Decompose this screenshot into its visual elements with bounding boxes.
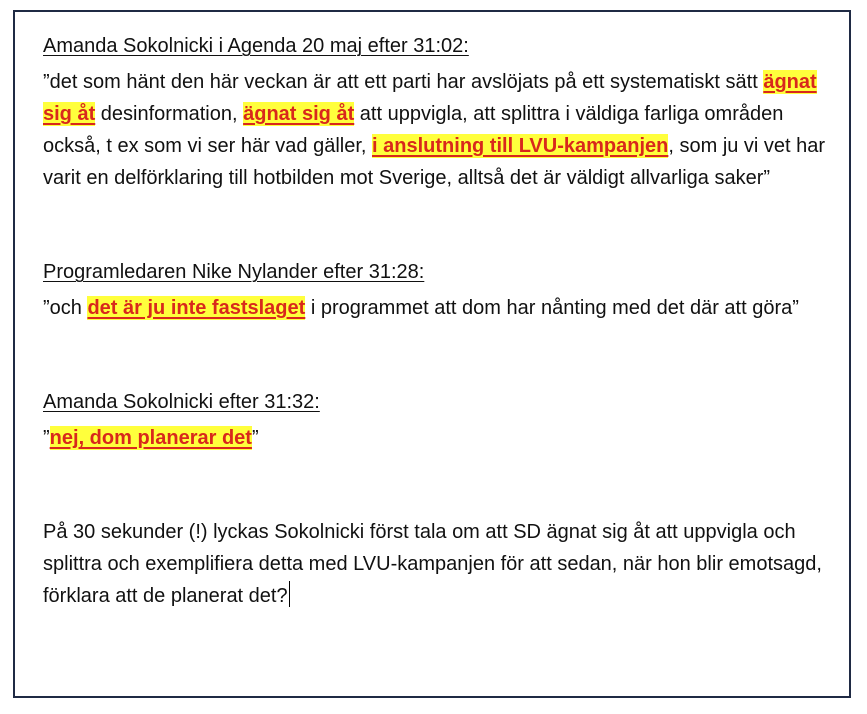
highlight-phrase: i anslutning till LVU-kampanjen (372, 135, 669, 157)
quote-text: , som ju vi vet har varit en delförklaring till hotbilden mot Sverige, alltså det är väldigt allvarliga saker” (43, 135, 826, 189)
section2-heading: Programledaren Nike Nylander efter 31:28: (43, 261, 425, 283)
quote-text: att uppvigla, att splittra i väldiga farliga områden också, t ex som vi ser här vad gäller, (43, 103, 784, 157)
highlight-phrase: ägnat sig åt (243, 103, 355, 125)
summary-paragraph (43, 516, 833, 612)
quote-text: ”och (43, 297, 88, 319)
section1-heading: Amanda Sokolnicki i Agenda 20 maj efter 31:02: (43, 35, 469, 57)
quote-text: i programmet att dom har nånting med det där att göra” (305, 297, 799, 319)
highlight-phrase: det är ju inte fastslaget (87, 297, 306, 319)
summary-text: På 30 sekunder (!) lyckas Sokolnicki först tala om att SD ägnat sig åt att uppvigla och splittra och exemplifiera detta med LVU-kampanjen för att sedan, när hon blir emotsagd, förklara att de planerat det? (43, 521, 822, 607)
section2-quote (43, 292, 833, 324)
quote-text: ”det som hänt den här veckan är att ett parti har avslöjats på ett systematiskt sätt (43, 71, 764, 93)
section3-quote (43, 422, 833, 454)
document-content[interactable] (43, 30, 833, 612)
text-cursor (289, 581, 291, 607)
section3-heading: Amanda Sokolnicki efter 31:32: (43, 391, 320, 413)
quote-text: ” (251, 427, 259, 449)
highlight-phrase: ägnat sig åt (43, 71, 817, 125)
paragraph-spacer (43, 454, 833, 516)
section1-quote (43, 66, 833, 194)
highlight-phrase: nej, dom planerar det (49, 427, 252, 449)
quote-text: desinformation, (95, 103, 244, 125)
paragraph-spacer (43, 324, 833, 386)
document-frame (13, 10, 851, 698)
quote-text: ” (43, 427, 50, 449)
paragraph-spacer (43, 194, 833, 256)
